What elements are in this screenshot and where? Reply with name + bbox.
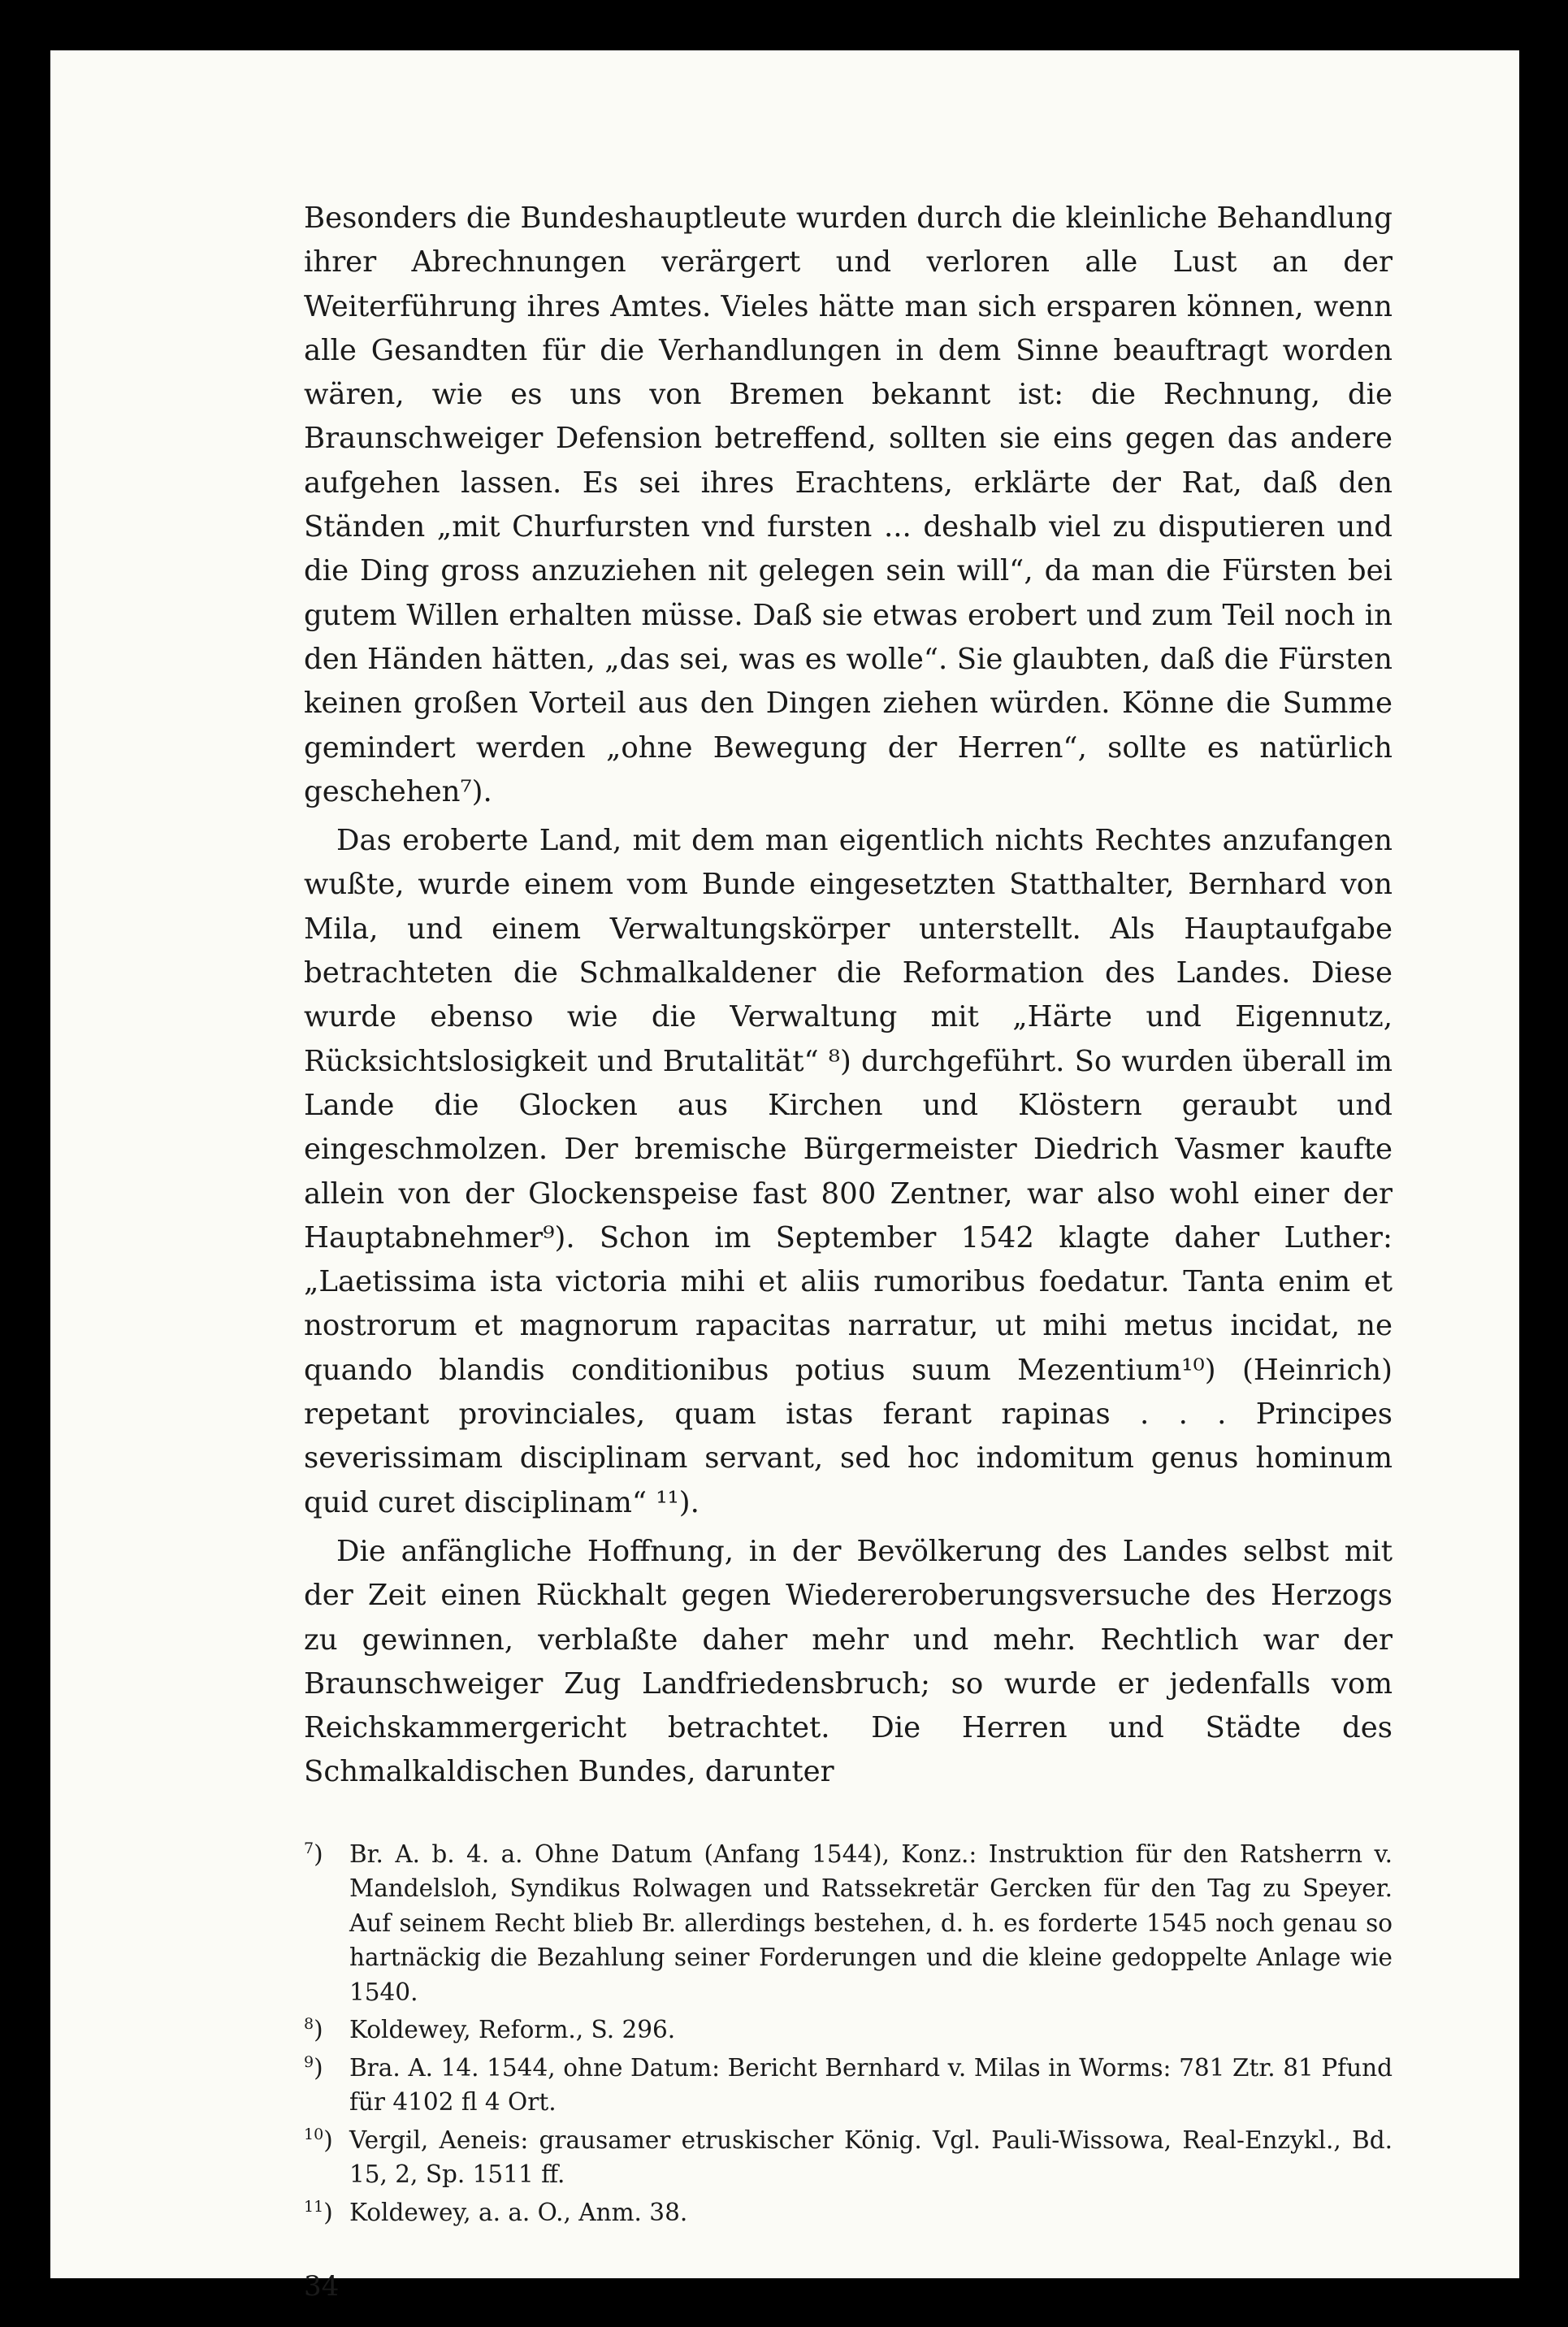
footnotes xyxy=(304,1837,1393,2230)
footnote-text: Koldewey, Reform., S. 296. xyxy=(349,2016,676,2044)
body-paragraph-3: Die anfängliche Hoffnung, in der Bevölkerung des Landes selbst mit der Zeit einen Rückhalt gegen Wiedereroberungsversuche des Herzogs zu gewinnen, verblaßte daher mehr und mehr. Rechtlich war der Braunschweiger Zug Landfriedensbruch; so wurde er jedenfalls vom Reichskammergericht betrachtet. Die Herren und Städte des Schmalkaldischen Bundes, darunter xyxy=(304,1534,1393,1789)
footnote-marker: $^{10}$) xyxy=(304,2125,333,2154)
footnote-text: Br. A. b. 4. a. Ohne Datum (Anfang 1544), Konz.: Instruktion für den Ratsherrn v. Mandelsloh, Syndikus Rolwagen und Ratssekretär Gercken für den Tag zu Speyer. Auf seinem Recht blieb Br. allerdings bestehen, d. h. es forderte 1545 noch genau so hartnäckig die Bezahlung seiner Forderungen und die kleine gedoppelte Anlage wie 1540. xyxy=(349,1840,1393,2006)
book-page xyxy=(50,50,1519,2303)
footnote-10 xyxy=(304,2123,1393,2192)
text-block xyxy=(304,197,1393,2303)
body-paragraph-2: Das eroberte Land, mit dem man eigentlich nichts Rechtes anzufangen wußte, wurde einem vom Bunde eingesetzten Statthalter, Bernhard von Mila, und einem Verwaltungskörper unterstellt. Als Hauptaufgabe betrachteten die Schmalkaldener die Reformation des Landes. Diese wurde ebenso wie die Verwaltung mit „Härte und Eigennutz, Rücksichtslosigkeit und Brutalität“ ⁸) durchgeführt. So wurden überall im Lande die Glocken aus Kirchen und Klöstern geraubt und eingeschmolzen. Der bremische Bürgermeister Diedrich Vasmer kaufte allein von der Glockenspeise fast 800 Zentner, war also wohl einer der Hauptabnehmer⁹). Schon im September 1542 klagte daher Luther: „Laetissima ista victoria mihi et aliis rumoribus foedatur. Tanta enim et nostrorum et magnorum rapacitas narratur, ut mihi metus incidat, ne quando blandis conditionibus potius suum Mezentium¹⁰) (Heinrich) repetant provinciales, quam istas ferant rapinas . . . Principes severissimam disciplinam servant, sed hoc indomitum genus hominum quid curet disciplinam“ ¹¹). xyxy=(304,824,1393,1519)
body-paragraph-1: Besonders die Bundeshauptleute wurden durch die kleinliche Behandlung ihrer Abrechnungen verärgert und verloren alle Lust an der Weiterführung ihres Amtes. Vieles hätte man sich ersparen können, wenn alle Gesandten für die Verhandlungen in dem Sinne beauftragt worden wären, wie es uns von Bremen bekannt ist: die Rechnung, die Braunschweiger Defension betreffend, sollten sie eins gegen das andere aufgehen lassen. Es sei ihres Erachtens, erklärte der Rat, daß den Ständen „mit Churfursten vnd fursten ... deshalb viel zu disputieren und die Ding gross anzuziehen nit gelegen sein will“, da man die Fürsten bei gutem Willen erhalten müsse. Daß sie etwas erobert und zum Teil noch in den Händen hätten, „das sei, was es wolle“. Sie glaubten, daß die Fürsten keinen großen Vorteil aus den Dingen ziehen würden. Könne die Summe gemindert werden „ohne Bewegung der Herren“, sollte es natürlich geschehen⁷). xyxy=(304,202,1393,808)
footnote-11 xyxy=(304,2195,1393,2230)
footnote-marker: $^{11}$) xyxy=(304,2197,333,2226)
footnote-7 xyxy=(304,1837,1393,2010)
footnote-9 xyxy=(304,2051,1393,2120)
footnote-marker: $^8$) xyxy=(304,2015,323,2044)
footnote-text: Vergil, Aeneis: grausamer etruskischer König. Vgl. Pauli-Wissowa, Real-Enzykl., Bd. 15, 2, Sp. 1511 ff. xyxy=(349,2126,1393,2189)
page-number: 34 xyxy=(304,2270,340,2303)
footnote-marker: $^7$) xyxy=(304,1839,323,1868)
footnote-marker: $^9$) xyxy=(304,2052,323,2082)
footnote-text: Koldewey, a. a. O., Anm. 38. xyxy=(349,2198,688,2226)
footnote-text: Bra. A. 14. 1544, ohne Datum: Bericht Bernhard v. Milas in Worms: 781 Ztr. 81 Pfund für 4102 fl 4 Ort. xyxy=(349,2053,1393,2117)
footnote-8 xyxy=(304,2013,1393,2048)
